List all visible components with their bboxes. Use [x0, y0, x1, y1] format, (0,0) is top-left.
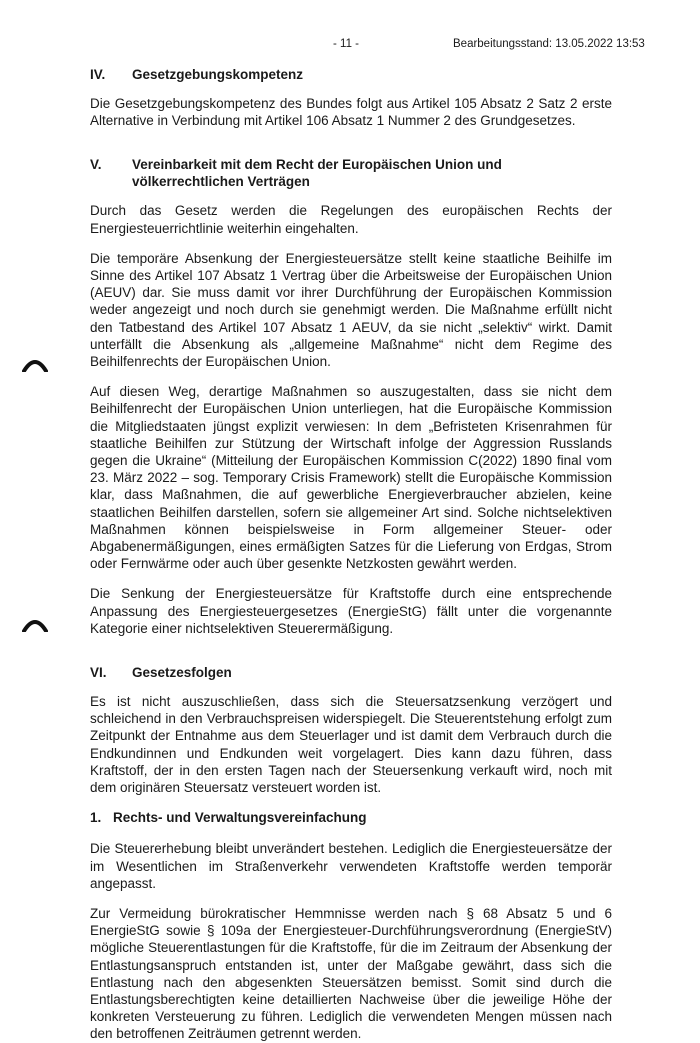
paragraph: Es ist nicht auszuschließen, dass sich die Steuersatzsenkung verzögert und schleichend in den Verbrauchspreisen widerspiegelt. Die Steuerentstehung erfolgt zum Zeitpunkt der Entnahme aus dem Steuerlager und ist damit dem Verbrauch durch die Endkundinnen und Endkunden weit vorgelagert. Dies kann dazu führen, dass Kraftstoff, der in den ersten Tagen nach der Steuersenkung verkauft wird, noch mit dem originären Steuersatz versteuert worden ist. — [90, 694, 612, 796]
edit-status: Bearbeitungsstand: 13.05.2022 13:53 — [453, 38, 645, 50]
section-number: IV. — [90, 67, 106, 82]
binder-hole-mark-icon — [22, 616, 48, 632]
binder-hole-mark-icon — [22, 356, 48, 372]
page-header — [0, 38, 700, 56]
section-heading-iv — [90, 66, 612, 83]
subsection-title: Rechts- und Verwaltungsvereinfachung — [113, 810, 367, 826]
section-number: V. — [90, 157, 102, 173]
section-heading-v — [90, 156, 612, 190]
paragraph: Durch das Gesetz werden die Regelungen des europäischen Rechts der Energiesteuerrichtlinie weiterhin eingehalten. — [90, 203, 612, 236]
subsection-heading-1 — [90, 809, 612, 826]
paragraph: Zur Vermeidung bürokratischer Hemmnisse werden nach § 68 Absatz 5 und 6 EnergieStG sowie § 109a der Energiesteuer-Durchführungsverordnung (EnergieStV) mögliche Steuerentlastungen für die Kraftstoffe, für die im Zeitraum der Absenkung der Entlastungsanspruch entstanden ist, unter der Maßgabe gewährt, dass sich die Entlastung nach den abgesenkten Steuersätzen bemisst. Somit sind durch die Entlastungsberechtigten keine detaillierten Nachweise über die jeweilige Höhe der konkreten Versteuerung zu führen. Lediglich die verwendeten Mengen müssen nach den betroffenen Zeiträumen getrennt werden. — [90, 905, 612, 1042]
paragraph: Die Senkung der Energiesteuersätze für Kraftstoffe durch eine entsprechende Anpassung des Energiesteuergesetzes (EnergieStG) fällt unter die vorgenannte Kategorie einer nichtselektiven Steuerermäßigung. — [90, 586, 612, 636]
section-number: VI. — [90, 665, 107, 681]
section-title: Vereinbarkeit mit dem Recht der Europäischen Union und völkerrechtlichen Verträgen — [132, 157, 502, 190]
section-title: Gesetzgebungskompetenz — [132, 67, 304, 82]
paragraph: Die temporäre Absenkung der Energiesteuersätze stellt keine staatliche Beihilfe im Sinne des Artikel 107 Absatz 1 Vertrag über die Arbeitsweise der Europäischen Union (AEUV) dar. Sie muss damit vor ihrer Durchführung der Europäischen Kommission weder angezeigt und noch durch sie genehmigt werden. Die Maßnahme erfüllt nicht den Tatbestand des Artikel 107 Absatz 1 AEUV, da sie nicht „selektiv“ wirkt. Damit unterfällt die Absenkung als „allgemeine Maßnahme“ nicht dem Regime des Beihilfenrechts der Europäischen Union. — [90, 250, 612, 370]
page-body — [90, 66, 612, 1043]
paragraph: Auf diesen Weg, derartige Maßnahmen so auszugestalten, dass sie nicht dem Beihilfenrecht der Europäischen Union unterliegen, hat die Europäische Kommission die Mitgliedstaaten jüngst explizit verwiesen: In dem „Befristeten Krisenrahmen für staatliche Beihilfen zur Stützung der Wirtschaft infolge der Aggression Russlands gegen die Ukraine“ (Mitteilung der Europäischen Kommission C(2022) 1890 final vom 23. März 2022 – sog. Temporary Crisis Framework) stellt die Europäische Kommission klar, dass Maßnahmen, die auf gewerbliche Energieverbraucher abzielen, keine staatlichen Beihilfen darstellen, sofern sie allgemeiner Art sind. Solche nichtselektiven Maßnahmen können beispielsweise in Form allgemeiner Steuer- oder Abgabenermäßigungen, eines ermäßigten Satzes für die Lieferung von Erdgas, Strom oder Fernwärme oder auch über gesenkte Netzkosten gewährt werden. — [90, 384, 612, 572]
section-heading-vi — [90, 664, 612, 681]
subsection-number: 1. — [90, 810, 102, 826]
paragraph: Die Gesetzgebungskompetenz des Bundes folgt aus Artikel 105 Absatz 2 Satz 2 erste Alternative in Verbindung mit Artikel 106 Absatz 1 Nummer 2 des Grundgesetzes. — [90, 96, 612, 129]
page-number: - 11 - — [333, 38, 359, 50]
section-title: Gesetzesfolgen — [132, 665, 232, 681]
paragraph: Die Steuererhebung bleibt unverändert bestehen. Lediglich die Energiesteuersätze der im Wesentlichen im Straßenverkehr verwendeten Kraftstoffe werden temporär angepasst. — [90, 841, 612, 891]
